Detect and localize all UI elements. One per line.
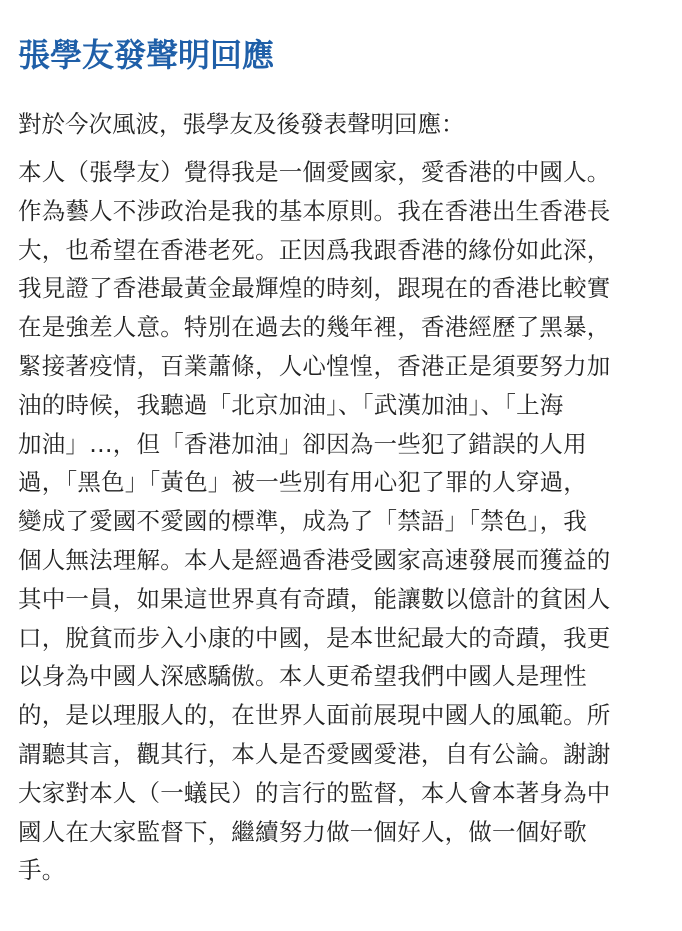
statement-line: 大，也希望在香港老死。正因爲我跟香港的緣份如此深， (18, 235, 611, 264)
statement-line: 手。 (18, 856, 66, 885)
statement-line: 在是強差人意。特別在過去的幾年裡，香港經歷了黑暴， (18, 313, 611, 342)
statement-body (18, 153, 668, 890)
statement-line: 加油」…，但「香港加油」卻因為一些犯了錯誤的人用 (18, 429, 587, 458)
statement-line: 作為藝人不涉政治是我的基本原則。我在香港出生香港長 (18, 196, 611, 225)
statement-line: 變成了愛國不愛國的標準，成為了「禁語」「禁色」，我 (18, 507, 587, 536)
statement-line: 油的時候，我聽過「北京加油」、「武漢加油」、「上海 (18, 390, 564, 419)
statement-line: 謂聽其言，觀其行，本人是否愛國愛港，自有公論。謝謝 (18, 739, 611, 768)
statement-line: 國人在大家監督下，繼續努力做一個好人，做一個好歌 (18, 817, 587, 846)
article-headline: 張學友發聲明回應 (18, 36, 275, 75)
statement-line: 我見證了香港最黃金最輝煌的時刻，跟現在的香港比較實 (18, 274, 611, 303)
statement-line: 過，「黑色」「黃色」被一些別有用心犯了罪的人穿過， (18, 468, 587, 497)
statement-line: 其中一員，如果這世界真有奇蹟，能讓數以億計的貧困人 (18, 584, 611, 613)
article-intro: 對於今次風波，張學友及後發表聲明回應： (18, 109, 465, 138)
statement-line: 本人（張學友）覺得我是一個愛國家，愛香港的中國人。 (18, 158, 611, 186)
statement-line: 的，是以理服人的，在世界人面前展現中國人的風範。所 (18, 701, 611, 730)
statement-line: 大家對本人（一蟻民）的言行的監督，本人會本著身為中 (18, 778, 611, 807)
statement-line: 緊接著疫情，百業蕭條，人心惶惶，香港正是須要努力加 (18, 351, 611, 380)
statement-line: 個人無法理解。本人是經過香港受國家高速發展而獲益的 (18, 545, 611, 574)
statement-line: 口，脫貧而步入小康的中國，是本世紀最大的奇蹟，我更 (18, 623, 611, 652)
statement-line: 以身為中國人深感驕傲。本人更希望我們中國人是理性 (18, 662, 587, 691)
